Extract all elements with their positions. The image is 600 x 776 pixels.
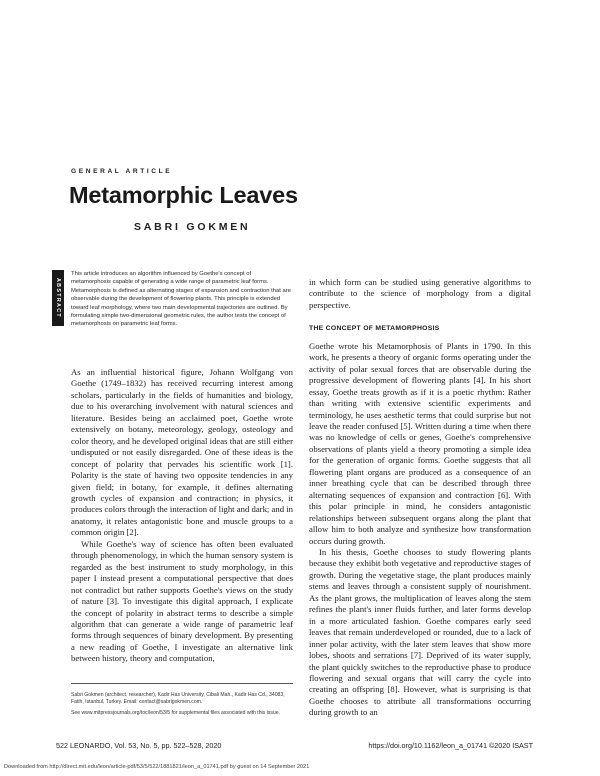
body-paragraph: Goethe wrote his Metamorphosis of Plants in 1790. In this work, he presents a theory of organic forms operating under the activity of polar sexual forces that are observable during the progressive development of flowering plants [4]. In his short essay, Goethe treats growth as if it is a poetic rhythm: Rather than writing with extensive scientific experiments and terminology, he uses aesthetic terms that could surprise but not leave the reader confused [5]. Written during a time when there was no knowledge of cells or genes, Goethe's comprehensive observations of plants yield a theory promoting a simple idea for the generation of organic forms. Goethe suggests that all flowering plant organs are produced as a consequence of an inner breathing cycle that can be described through three alternating sequences of expansion and contraction [6]. With this polar principle in mind, he considers antagonistic relationships between subsequent organs along the plant that allow him to both analyze and synthesize how transformation occurs during growth. — [309, 340, 531, 546]
body-paragraph: in which form can be studied using generative algorithms to contribute to the science of morphology from a digital perspective. — [309, 277, 531, 310]
section-heading: THE CONCEPT OF METAMORPHOSIS — [309, 325, 440, 333]
abstract-tab — [52, 270, 64, 326]
article-kicker: GENERAL ARTICLE — [71, 168, 173, 175]
article-title: Metamorphic Leaves — [69, 182, 298, 208]
left-column — [71, 367, 293, 665]
supplemental-note: See www.mitpressjournals.org/toc/leon/53/5 for supplemental files associated with this issue. — [71, 710, 280, 717]
download-watermark: Downloaded from http://direct.mit.edu/leon/article-pdf/53/5/522/1881821/leon_a_01741.pdf by guest on 14 September 2021 — [4, 764, 310, 770]
body-paragraph: While Goethe's way of science has often been evaluated through phenomenology, in which the human sensory system is regarded as the best instrument to study morphology, in this paper I instead present a computational perspective that does not contradict but rather supports Goethe's views on the study of nature [3]. To investigate this digital approach, I explicate the concept of polarity in abstract terms to describe a simple algorithm that can generate a wide range of parametric leaf forms through sequences of binary development. By presenting a new reading of Goethe, I investigate an alternative link between history, theory and computation, — [71, 538, 293, 664]
footer-doi[interactable]: https://doi.org/10.1162/leon_a_01741 ©2020 ISAST — [368, 741, 533, 750]
body-paragraph: As an influential historical figure, Johann Wolfgang von Goethe (1749–1832) has received recurring interest among scholars, particularly in the fields of humanities and biology, due to his overarching involvement with natural sciences and literature. Besides being an acclaimed poet, Goethe wrote extensively on botany, meteorology, geology, osteology and color theory, and he developed original ideas that are still either undisputed or not easily disregarded. One of these ideas is the concept of polarity that pervades his scientific work [1]. Polarity is the state of having two opposite tendencies in any given field; in botany, for example, it defines alternating growth cycles of expansion and contraction; in physics, it produces colors through the interaction of light and dark; and in anatomy, it relates antagonistic bone and muscle groups to a common origin [2]. — [71, 367, 293, 538]
author-footnote — [71, 683, 293, 718]
abstract-tab-label: ABSTRACT — [55, 277, 61, 319]
author-affiliation: Sabri Gokmen (architect, researcher), Kadir Has University, Cibali Mah., Kadir Has Cd., 34083, Fatih, Istanbul, Turkey. Email: contact@sabrigokmen.com. — [71, 692, 285, 706]
right-column — [309, 277, 531, 719]
footer-citation: 522 LEONARDO, Vol. 53, No. 5, pp. 522–528, 2020 — [56, 741, 222, 750]
article-author: SABRI GOKMEN — [134, 221, 251, 233]
abstract — [71, 270, 291, 329]
abstract-text: This article introduces an algorithm influenced by Goethe's concept of metamorphosis capable of generating a wide range of parametric leaf forms. Metamorphosis is defined as alternating stages of expansion and contraction that are observable during the development of flowering plants. This principle is extended toward leaf morphology, where two main developmental trajectories are outlined. By formulating simple two-dimensional geometric rules, the author tests the concept of metamorphosis on parametric leaf forms. — [71, 271, 291, 328]
body-paragraph: In his thesis, Goethe chooses to study flowering plants because they exhibit both vegetative and reproductive stages of growth. During the vegetative stage, the plant produces mainly stems and leaves through a consistent supply of nourishment. As the plant grows, the multiplication of leaves along the stem refines the plant's inner fluids further, and later forms develop in a more articulated fashion. Goethe compares early seed leaves that remain underdeveloped or rounded, due to a lack of inner polar activity, with the later stem leaves that show more lobes, shoots and serrations [7]. Deprived of its water supply, the plant quickly switches to the reproductive phase to produce flowering and sexual organs that will carry the cycle into creating an offspring [8]. However, what is surprising is that Goethe chooses to attribute all transformations occurring during growth to an — [309, 546, 531, 718]
